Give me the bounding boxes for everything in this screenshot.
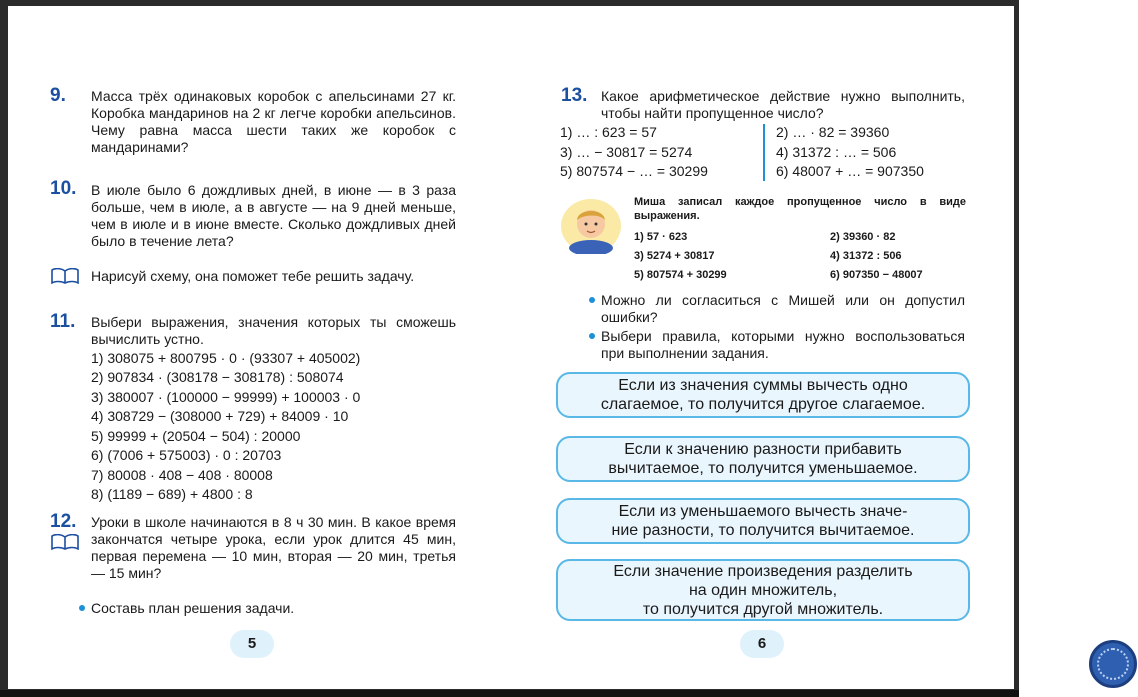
rule-line: слагаемое, то получится другое слагаемое. xyxy=(600,396,926,413)
book-icon xyxy=(51,268,79,284)
page-number-left: 5 xyxy=(230,630,274,658)
misha-avatar xyxy=(558,196,624,254)
equation-item: 4) 31372 : … = 506 xyxy=(776,144,897,160)
question-bullet: Выбери правила, которыми нужно воспользоваться при выполнении задания. xyxy=(601,328,965,361)
rule-line: вычитаемое, то получится уменьшаемое. xyxy=(608,460,918,477)
expression-item: 5) 807574 + 30299 xyxy=(634,269,727,281)
task-10-number: 10. xyxy=(50,178,77,199)
bullet-dot xyxy=(79,605,85,611)
expression-item: 7) 80008 · 408 − 408 · 80008 xyxy=(91,467,273,483)
bullet-dot xyxy=(589,333,595,339)
task-9-number: 9. xyxy=(50,85,66,106)
task-11-text: Выбери выражения, значения которых ты сможешь вычислить устно. xyxy=(91,314,456,347)
expression-item: 4) 31372 : 506 xyxy=(830,250,902,262)
viewer-bottom-bar xyxy=(0,690,1019,697)
next-page-button[interactable] xyxy=(1089,640,1137,688)
expression-item: 1) 57 · 623 xyxy=(634,231,688,243)
equation-item: 2) … · 82 = 39360 xyxy=(776,124,890,140)
misha-intro: Миша записал каждое пропущенное число в виде выражения. xyxy=(634,196,966,222)
page-number-right: 6 xyxy=(740,630,784,658)
expression-item: 8) (1189 − 689) + 4800 : 8 xyxy=(91,486,253,502)
expression-item: 6) (7006 + 575003) · 0 : 20703 xyxy=(91,447,282,463)
expression-item: 2) 39360 · 82 xyxy=(830,231,896,243)
rule-line: Если значение произведения разделить xyxy=(613,562,913,580)
rule-line: Если к значению разности прибавить xyxy=(624,441,902,458)
equation-item: 1) … : 623 = 57 xyxy=(560,124,657,140)
task-12-text: Уроки в школе начинаются в 8 ч 30 мин. В какое время закончатся четыре урока, если урок длится 45 мин, первая перемена — 10 мин, вторая — 20 мин, третья — 15 мин? xyxy=(91,514,456,581)
rule-box-difference xyxy=(556,436,970,482)
expression-item: 1) 308075 + 800795 · 0 · (93307 + 405002) xyxy=(91,350,361,366)
question-bullet: Можно ли согласиться с Мишей или он допустил ошибки? xyxy=(601,292,965,325)
task-10-hint: Нарисуй схему, она поможет тебе решить задачу. xyxy=(91,268,415,284)
column-divider xyxy=(763,124,765,181)
task-12-number: 12. xyxy=(50,511,77,532)
expression-item: 3) 380007 · (100000 − 99999) + 100003 · 0 xyxy=(91,389,361,405)
equation-item: 3) … − 30817 = 5274 xyxy=(560,144,693,160)
expression-item: 3) 5274 + 30817 xyxy=(634,250,715,262)
rule-box-minuend xyxy=(556,498,970,544)
task-11-number: 11. xyxy=(50,311,76,332)
expression-item: 4) 308729 − (308000 + 729) + 84009 · 10 xyxy=(91,408,349,424)
bullet-dot xyxy=(589,297,595,303)
expression-item: 2) 907834 · (308178 − 308178) : 508074 xyxy=(91,369,344,385)
task-13-text: Какое арифметическое действие нужно выполнить, чтобы найти пропущенное число? xyxy=(601,88,965,121)
task-10-text: В июле было 6 дождливых дней, в июне — в 3 раза больше, чем в июле, а в августе — на 9 дней меньше, чем в июле и в июне вместе. Сколько дождливых дней было в течение лета? xyxy=(91,182,456,249)
expression-item: 5) 99999 + (20504 − 504) : 20000 xyxy=(91,428,301,444)
task-9-text: Масса трёх одинаковых коробок с апельсинами 27 кг. Коробка мандаринов на 2 кг легче коробки апельсинов. Чему равна масса шести таких же коробок с мандаринами? xyxy=(91,88,456,155)
rule-box-sum xyxy=(556,372,970,418)
rule-line: то получится другой множитель. xyxy=(642,600,884,618)
task-13-number: 13. xyxy=(561,85,588,106)
book-icon xyxy=(51,534,79,550)
rule-line: Если из значения суммы вычесть одно xyxy=(618,377,908,394)
rule-line: Если из уменьшаемого вычесть значе- xyxy=(618,503,908,520)
equation-item: 5) 807574 − … = 30299 xyxy=(560,163,708,179)
expression-item: 6) 907350 − 48007 xyxy=(830,269,923,281)
task-12-bullet: Составь план решения задачи. xyxy=(91,600,295,616)
equation-item: 6) 48007 + … = 907350 xyxy=(776,163,924,179)
rule-box-product xyxy=(556,559,970,621)
rule-line: ние разности, то получится вычитаемое. xyxy=(611,522,915,539)
rule-line: на один множитель, xyxy=(688,581,838,599)
